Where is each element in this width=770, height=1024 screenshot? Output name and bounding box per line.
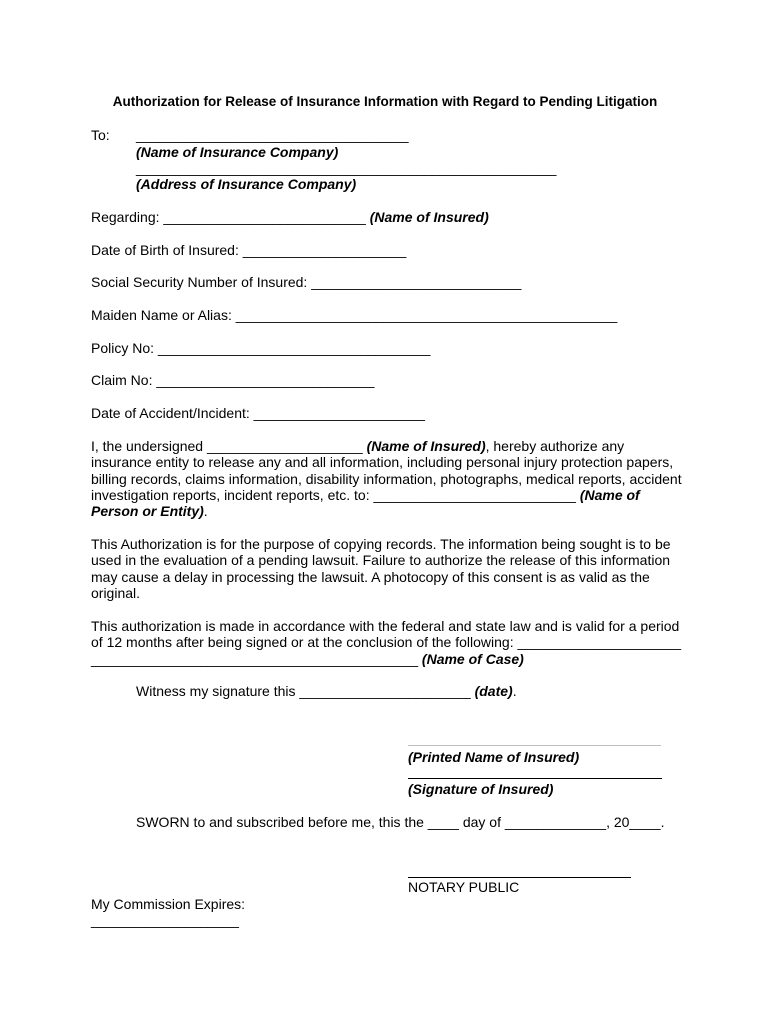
notary-signature-line — [408, 877, 631, 878]
insurance-company-address-blank: ______________________________________________________ — [136, 160, 557, 176]
regarding-caption: (Name of Insured) — [369, 209, 489, 225]
authorization-text-start: I, the undersigned ____________________ — [91, 438, 367, 454]
purpose-line-1: This Authorization is for the purpose of copying records. The information being sought is to be — [91, 536, 671, 552]
authorization-line-3: billing records, claims information, disability information, photographs, medical reports, accident — [91, 471, 682, 487]
insurance-company-name-caption: (Name of Insurance Company) — [136, 144, 339, 160]
printed-name-signature-line — [408, 745, 661, 746]
authorization-line-4 — [91, 487, 640, 504]
commission-expires-label: My Commission Expires: — [91, 896, 246, 912]
authorization-text-end: , hereby authorize any — [485, 438, 625, 454]
authorization-line-5 — [91, 503, 208, 520]
validity-line-1: This authorization is made in accordance with the federal and state law and is valid for a period — [91, 618, 680, 634]
insured-name-caption: (Name of Insured) — [366, 438, 486, 454]
witness-period: . — [512, 683, 517, 699]
regarding-label: Regarding: __________________________ — [91, 209, 366, 225]
purpose-line-3: may cause a delay in processing the lawsuit. A photocopy of this consent is as valid as the — [91, 569, 650, 585]
purpose-line-2: used in the evaluation of a pending lawsuit. Failure to authorize the release of this information — [91, 552, 671, 568]
insurance-company-address-caption: (Address of Insurance Company) — [136, 176, 357, 192]
authorization-recipient-text: investigation reports, incident reports, etc. to: __________________________ — [91, 487, 580, 503]
sworn-statement: SWORN to and subscribed before me, this the ____ day of _____________, 20____. — [136, 814, 665, 830]
case-name-blank: __________________________________________ — [91, 651, 422, 667]
commission-expires-blank: ___________________ — [91, 912, 239, 928]
signature-line — [408, 778, 662, 779]
purpose-line-4: original. — [91, 585, 141, 601]
authorization-line-1 — [91, 438, 624, 455]
person-entity-caption-1: (Name of — [579, 487, 640, 503]
to-label: To: — [91, 127, 110, 143]
authorization-line-2: insurance entity to release any and all information, including personal injury protection papers, — [91, 454, 674, 470]
person-entity-caption-2: Person or Entity) — [91, 503, 204, 519]
insurance-company-name-blank: ___________________________________ — [136, 127, 409, 143]
regarding-field — [91, 209, 489, 226]
validity-line-3 — [91, 651, 524, 668]
maiden-name-field: Maiden Name or Alias: _________________________________________________ — [91, 307, 618, 323]
case-name-caption: (Name of Case) — [421, 651, 524, 667]
date-of-birth-field: Date of Birth of Insured: _____________________ — [91, 242, 407, 258]
witness-line — [136, 683, 517, 700]
witness-text: Witness my signature this ______________________ — [136, 683, 475, 699]
witness-date-caption: (date) — [474, 683, 513, 699]
signature-caption: (Signature of Insured) — [408, 781, 554, 797]
claim-number-field: Claim No: ____________________________ — [91, 372, 375, 388]
date-of-accident-field: Date of Accident/Incident: ______________________ — [91, 405, 425, 421]
policy-number-field: Policy No: ___________________________________ — [91, 340, 431, 356]
validity-line-2: of 12 months after being signed or at the conclusion of the following: _____________________ — [91, 634, 681, 650]
authorization-period: . — [203, 503, 208, 519]
ssn-field: Social Security Number of Insured: ___________________________ — [91, 274, 522, 290]
notary-public-label: NOTARY PUBLIC — [408, 879, 520, 895]
document-title: Authorization for Release of Insurance Information with Regard to Pending Litigation — [112, 94, 658, 109]
printed-name-caption: (Printed Name of Insured) — [408, 749, 580, 765]
